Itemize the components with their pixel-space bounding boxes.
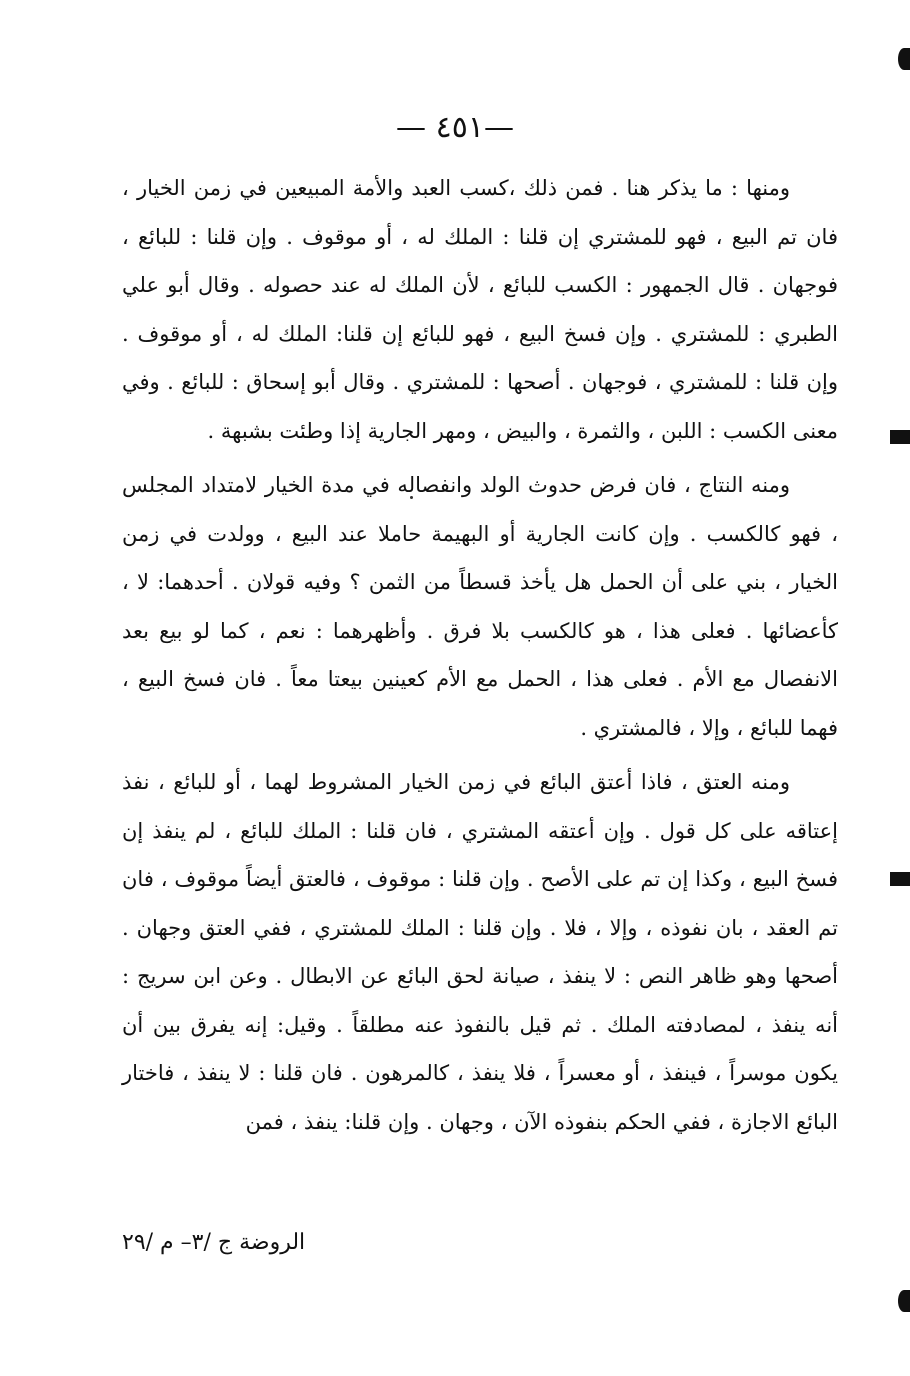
page-body	[122, 164, 838, 1146]
binding-mark-middle-lower	[890, 872, 910, 886]
binding-mark-top	[898, 48, 910, 70]
binding-mark-bottom	[898, 1290, 910, 1312]
paragraph-earnings: ومنها : ما يذكر هنا . فمن ذلك ،كسب العبد والأمة المبيعين في زمن الخيار ، فان تم البيع ، فهو للمشتري إن قلنا : الملك له ، أو موقوف . وإن قلنا : للبائع ، فوجهان . قال الجمهور : الكسب للبائع ، لأن الملك له عند حصوله . وقال أبو علي الطبري : للمشتري . وإن فسخ البيع ، فهو للبائع إن قلنا: الملك له ، أو موقوف . وإن قلنا : للمشتري ، فوجهان . أصحها : للمشتري . وقال أبو إسحاق : للبائع . وفي معنى الكسب : اللبن ، والثمرة ، والبيض ، ومهر الجارية إذا وطئت بشبهة .	[122, 176, 838, 443]
footer-signature: الروضة ج /٣– م /٢٩	[122, 1230, 306, 1255]
page-number: — ٤٥١—	[396, 110, 514, 145]
binding-mark-middle-upper	[890, 430, 910, 444]
paragraph-offspring: ومنه النتاج ، فان فرض حدوث الولد وانفصاله في مدة الخيار لامتداد المجلس ، فهو كالكسب . وإن كانت الجارية أو البهيمة حاملا عند البيع ، وولدت في زمن الخيار ، بني على أن الحمل هل يأخذ قسطاً من الثمن ؟ وفيه قولان . أحدهما: لا ، كأعضائها . فعلى هذا ، هو كالكسب بلا فرق . وأظهرهما : نعم ، كما لو بيع بعد الانفصال مع الأم . فعلى هذا ، الحمل مع الأم كعينين بيعتا معاً . فان فسخ البيع ، فهما للبائع ، وإلا ، فالمشتري .	[122, 473, 838, 740]
paragraph-manumission: ومنه العتق ، فاذا أعتق البائع في زمن الخيار المشروط لهما ، أو للبائع ، نفذ إعتاقه على كل قول . وإن أعتقه المشتري ، فان قلنا : الملك للبائع ، لم ينفذ إن فسخ البيع ، وكذا إن تم على الأصح . وإن قلنا : موقوف ، فالعتق أيضاً موقوف ، فان تم العقد ، بان نفوذه ، وإلا ، فلا . وإن قلنا : الملك للمشتري ، ففي العتق وجهان . أصحها وهو ظاهر النص : لا ينفذ ، صيانة لحق البائع عن الابطال . وعن ابن سريج : أنه ينفذ ، لمصادفته الملك . ثم قيل بالنفوذ عنه مطلقاً . وقيل: إنه يفرق بين أن يكون موسراً ، فينفذ ، أو معسراً ، فلا ينفذ ، كالمرهون . فان قلنا : لا ينفذ ، فاختار البائع الاجازة ، ففي الحكم بنفوذه الآن ، وجهان . وإن قلنا: ينفذ ، فمن	[122, 770, 838, 1134]
